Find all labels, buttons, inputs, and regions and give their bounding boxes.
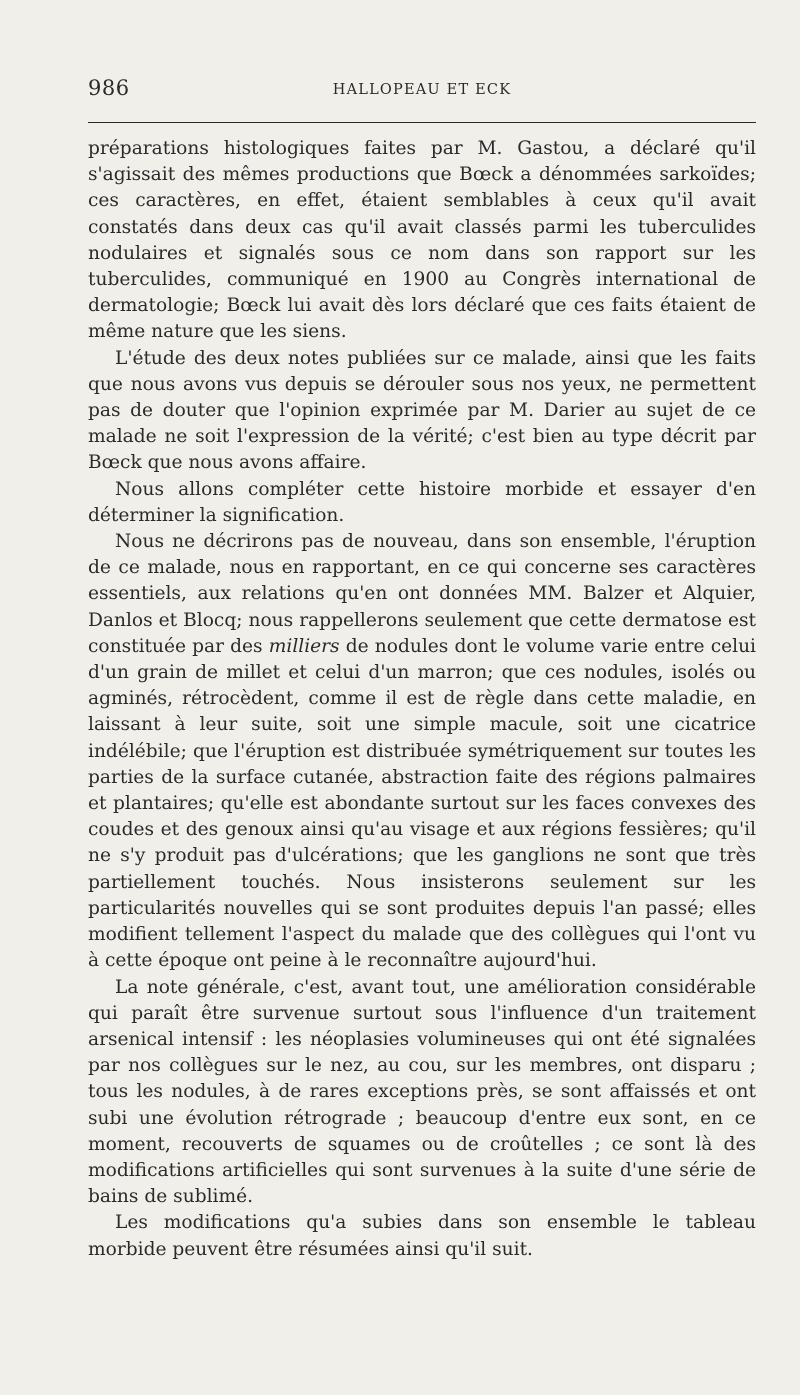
paragraph-eruption-description xyxy=(88,529,756,974)
header-rule xyxy=(88,122,756,123)
eruption-text-before: Nous ne décrirons pas de nouveau, dans son ensemble, l'éruption de ce malade, nous en rapportant, en ce qui concerne ses caractères essentiels, aux relations qu'en ont données MM. Balzer et Alquier, Danlos et Blocq; nous rappellerons seulement que cette dermatose est constituée par des xyxy=(88,531,756,657)
paragraph-study-of-notes: L'étude des deux notes publiées sur ce malade, ainsi que les faits que nous avons vus depuis se dérouler sous nos yeux, ne permettent pas de douter que l'opinion exprimée par M. Darier au sujet de ce malade ne soit l'expression de la vérité; c'est bien au type décrit par Bœck que nous avons affaire. xyxy=(88,347,756,474)
eruption-text-after: de nodules dont le volume varie entre celui d'un grain de millet et celui d'un marron; que ces nodules, isolés ou agminés, rétrocèdent, comme il est de règle dans cette maladie, en laissant à leur suite, soit une simple macule, soit une cicatrice indélébile; que l'éruption est distribuée symétriquement sur toutes les parties de la surface cutanée, abstraction faite des régions palmaires et plantaires; qu'elle est abondante surtout sur les faces convexes des coudes et des genoux ainsi qu'au visage et aux régions fessières; qu'il ne s'y produit pas d'ulcérations; que les ganglions ne sont que très partiellement touchés. Nous insisterons seulement sur les particularités nouvelles qui se sont produites depuis l'an passé; elles modifient tellement l'aspect du malade que des collègues qui l'ont vu à cette époque ont peine à le reconnaître aujourd'hui. xyxy=(88,635,756,972)
paragraph-complete-history: Nous allons compléter cette histoire morbide et essayer d'en déterminer la signification. xyxy=(88,478,756,526)
paragraph-modifications: Les modifications qu'a subies dans son ensemble le tableau morbide peuvent être résumées ainsi qu'il suit. xyxy=(88,1212,756,1260)
paragraph-general-note: La note générale, c'est, avant tout, une amélioration considérable qui paraît être survenue surtout sous l'influence d'un traitement arsenical intensif : les néoplasies volumineuses qui ont été signalées par nos collègues sur le nez, au cou, sur les membres, ont disparu ; tous les nodules, à de rares exceptions près, se sont affaissés et ont subi une évolution rétrograde ; beaucoup d'entre eux sont, en ce moment, recouverts de squames ou de croûtelles ; ce sont là des modifications artificielles qui sont survenues à la suite d'une série de bains de sublimé. xyxy=(88,976,756,1208)
emphasis-milliers: milliers xyxy=(268,635,340,657)
running-head: HALLOPEAU ET ECK xyxy=(332,82,512,98)
page-number: 986 xyxy=(88,76,130,100)
page-header xyxy=(88,76,756,110)
body-text xyxy=(88,136,756,1263)
paragraph-continuation: préparations histologiques faites par M. Gastou, a déclaré qu'il s'agissait des mêmes productions que Bœck a dénommées sarkoïdes; ces caractères, en effet, étaient semblables à ceux qu'il avait constatés dans deux cas qu'il avait classés parmi les tuberculides nodulaires et signalés sous ce nom dans son rapport sur les tuberculides, communiqué en 1900 au Congrès international de dermatologie; Bœck lui avait dès lors déclaré que ces faits étaient de même nature que les siens. xyxy=(88,138,756,343)
